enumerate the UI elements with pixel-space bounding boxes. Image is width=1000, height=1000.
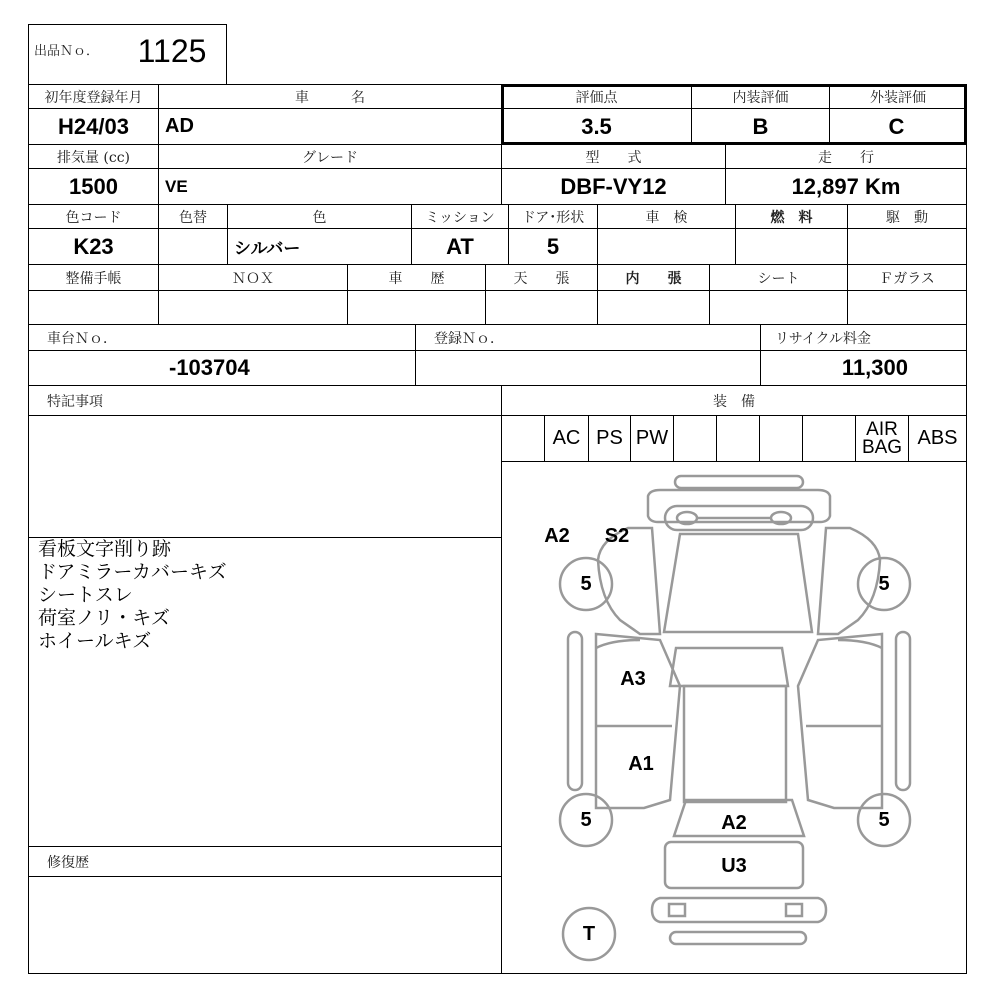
car-name-label: 車 名 xyxy=(295,89,365,106)
interior-rating-value: B xyxy=(752,113,769,139)
remarks-line: 看板文字削り跡 xyxy=(38,538,172,560)
registration-number-label: 登録Ｎｏ． xyxy=(434,330,504,347)
mileage-value: 12,897 Km xyxy=(791,173,901,199)
exterior-rating-value: C xyxy=(888,113,905,139)
maintenance-record-label: 整備手帳 xyxy=(65,270,122,287)
displacement-label: 排気量 (cc) xyxy=(56,149,131,166)
equipment-item xyxy=(803,416,855,461)
mileage-label: 走 行 xyxy=(818,149,874,166)
lot-number: 1125 xyxy=(137,32,207,69)
tire-rear-right-mark: 5 xyxy=(878,808,890,831)
displacement-value: 1500 xyxy=(69,173,118,199)
equipment-item xyxy=(760,416,802,461)
registration-number-value xyxy=(416,351,760,385)
grade-value: VE xyxy=(165,176,188,196)
drive-value xyxy=(848,229,966,264)
vehicle-history-label: 車 歴 xyxy=(388,270,445,287)
chassis-number-value: -103704 xyxy=(169,355,250,380)
model-value: DBF-VY12 xyxy=(560,173,667,199)
transmission-value: AT xyxy=(446,233,474,259)
color-code-value: K23 xyxy=(73,233,114,259)
front-glass-label: Ｆガラス xyxy=(879,270,935,287)
first-registration-value: H24/03 xyxy=(58,113,129,139)
interior-rating-label: 内装評価 xyxy=(732,89,789,106)
interior-lining-label: 内 張 xyxy=(625,270,682,287)
color-label: 色 xyxy=(312,209,327,226)
remarks-line: 荷室ノリ・キズ xyxy=(38,607,170,629)
seat-label: シート xyxy=(757,270,800,287)
equipment-item-pw: PW xyxy=(635,427,669,449)
remarks-line: ドアミラーカバーキズ xyxy=(38,561,227,583)
damage-mark-a2-rear: A2 xyxy=(721,811,747,834)
recycle-fee-label: リサイクル料金 xyxy=(775,330,872,347)
remarks-list xyxy=(38,538,227,653)
lot-number-label: 出品Ｎｏ． xyxy=(34,43,100,59)
car-name-value: AD xyxy=(165,115,194,137)
inspection-label: 車 検 xyxy=(645,209,688,226)
doors-label: ドア･形状 xyxy=(521,209,585,226)
tire-front-right-mark: 5 xyxy=(878,572,890,595)
chassis-number-label: 車台Ｎｏ． xyxy=(47,330,117,347)
remarks-line: ホイールキズ xyxy=(38,630,152,652)
equipment-item-airbag: AIR BAG xyxy=(861,418,903,458)
doors-value: 5 xyxy=(546,233,560,259)
fuel-label: 燃 料 xyxy=(770,209,813,226)
fuel-value xyxy=(736,229,847,264)
remarks-line: シートスレ xyxy=(38,584,133,606)
grade-label: グレード xyxy=(302,149,358,166)
tire-front-left-mark: 5 xyxy=(580,572,592,595)
repair-history-label: 修復歴 xyxy=(47,854,89,871)
first-registration-label: 初年度登録年月 xyxy=(44,89,143,106)
equipment-item xyxy=(674,416,716,461)
equipment-item-ps: PS xyxy=(596,427,623,449)
tire-rear-left-mark: 5 xyxy=(580,808,592,831)
damage-mark-s2-front: S2 xyxy=(604,524,630,547)
color-value: シルバー xyxy=(234,239,301,258)
equipment-item xyxy=(717,416,759,461)
color-change-label: 色替 xyxy=(179,209,207,226)
damage-mark-a3-side: A3 xyxy=(620,667,646,690)
remarks-label: 特記事項 xyxy=(47,393,103,410)
equipment-label: 装 備 xyxy=(713,393,755,410)
equipment-item-ac: AC xyxy=(552,427,581,449)
damage-mark-u3-rear: U3 xyxy=(721,854,747,877)
damage-mark-a2-front: A2 xyxy=(544,524,570,547)
transmission-label: ミッション xyxy=(425,209,495,226)
exterior-rating-label: 外装評価 xyxy=(870,89,926,106)
score-label: 評価点 xyxy=(575,89,618,106)
model-label: 型 式 xyxy=(585,149,642,166)
sunroof-label: 天 張 xyxy=(513,270,570,287)
spare-tire-mark: T xyxy=(582,922,596,945)
score-value: 3.5 xyxy=(581,113,612,139)
nox-label: ＮＯＸ xyxy=(232,270,274,287)
inspection-value xyxy=(598,229,735,264)
equipment-item xyxy=(502,416,544,461)
recycle-fee-value: 11,300 xyxy=(841,355,908,380)
drive-label: 駆 動 xyxy=(886,209,928,226)
color-change-value xyxy=(159,229,227,264)
color-code-label: 色コード xyxy=(65,209,122,226)
equipment-item-abs: ABS xyxy=(917,427,958,449)
damage-mark-a1-side: A1 xyxy=(628,752,654,775)
